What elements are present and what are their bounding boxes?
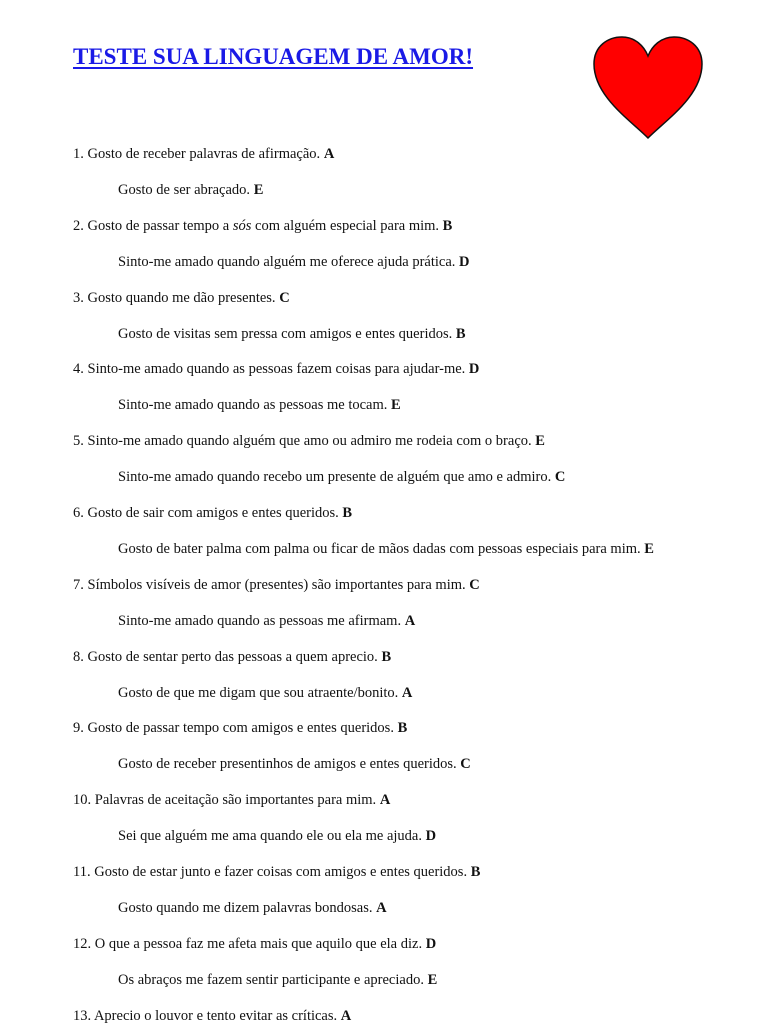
- answer-letter: D: [468, 361, 480, 378]
- answer-letter: A: [404, 612, 416, 629]
- option-line: [118, 468, 565, 486]
- answer-letter: E: [391, 397, 401, 414]
- option-line: [118, 396, 401, 414]
- answer-letter: C: [460, 756, 471, 773]
- statement-text: Gosto de sair com amigos e entes queridos.: [87, 505, 339, 521]
- answer-letter: C: [554, 469, 566, 486]
- question-number: 9.: [73, 720, 84, 737]
- statement-text: Gosto de visitas sem pressa com amigos e entes queridos.: [118, 325, 453, 342]
- question-line: [73, 863, 480, 881]
- question-number: 7.: [73, 576, 84, 593]
- question-line: [73, 432, 545, 450]
- option-line: [118, 253, 470, 271]
- answer-letter: A: [401, 684, 413, 701]
- answer-letter: D: [425, 935, 437, 952]
- statement-text: Gosto quando me dão presentes.: [87, 289, 276, 306]
- statement-text: Sinto-me amado quando as pessoas fazem coisas para ajudar-me.: [87, 361, 466, 378]
- statement-text: Palavras de aceitação são importantes para mim.: [94, 792, 377, 809]
- answer-letter: A: [379, 792, 391, 809]
- question-number: 5.: [73, 433, 84, 450]
- answer-letter: E: [253, 181, 264, 198]
- option-line: [118, 540, 654, 558]
- question-number: 10.: [73, 792, 92, 809]
- answer-letter: B: [442, 217, 453, 234]
- statement-text: Sinto-me amado quando as pessoas me tocam.: [118, 397, 388, 414]
- question-number: 3.: [73, 289, 84, 306]
- option-line: [118, 325, 466, 343]
- statement-text: O que a pessoa faz me afeta mais que aquilo que ela diz.: [94, 935, 423, 952]
- statement-text: Gosto de passar tempo a: [87, 217, 233, 234]
- question-line: [73, 360, 479, 378]
- statement-text: Gosto de estar junto e fazer coisas com amigos e entes queridos.: [94, 864, 468, 880]
- question-line: [73, 576, 480, 594]
- question-line: [73, 935, 436, 953]
- statement-text: Gosto quando me dizem palavras bondosas.: [118, 899, 373, 916]
- answer-letter: C: [279, 289, 290, 306]
- question-line: [73, 217, 452, 235]
- option-line: [118, 971, 437, 989]
- question-number: 12.: [73, 935, 92, 952]
- answer-letter: A: [340, 1007, 352, 1024]
- statement-text: Gosto de receber presentinhos de amigos e entes queridos.: [118, 756, 457, 773]
- question-number: 6.: [73, 505, 84, 521]
- question-number: 11.: [73, 864, 91, 880]
- statement-text: Sei que alguém me ama quando ele ou ela me ajuda.: [118, 828, 422, 845]
- answer-letter: C: [469, 576, 480, 593]
- question-line: [73, 145, 334, 163]
- statement-text: Sinto-me amado quando recebo um presente de alguém que amo e admiro.: [118, 469, 552, 486]
- answer-letter: E: [427, 971, 438, 988]
- answer-letter: D: [425, 828, 437, 845]
- statement-text: Gosto de que me digam que sou atraente/bonito.: [118, 684, 399, 701]
- question-number: 4.: [73, 361, 84, 378]
- option-line: [118, 755, 471, 773]
- answer-letter: B: [397, 720, 408, 737]
- answer-letter: E: [644, 540, 654, 557]
- option-line: [118, 899, 387, 917]
- question-line: [73, 791, 390, 809]
- statement-text: com alguém especial para mim.: [251, 217, 440, 234]
- statement-text: Gosto de passar tempo com amigos e entes queridos.: [87, 720, 394, 737]
- statement-text: Símbolos visíveis de amor (presentes) são importantes para mim.: [87, 576, 466, 593]
- page-title: TESTE SUA LINGUAGEM DE AMOR!: [73, 44, 474, 69]
- statement-emphasis: sós: [232, 217, 252, 234]
- question-number: 1.: [73, 146, 84, 162]
- question-line: [73, 504, 352, 522]
- option-line: [118, 612, 415, 630]
- answer-letter: E: [535, 433, 545, 450]
- statement-text: Gosto de bater palma com palma ou ficar de mãos dadas com pessoas especiais para mim.: [118, 540, 641, 557]
- option-line: [118, 827, 436, 845]
- statement-text: Sinto-me amado quando as pessoas me afirmam.: [118, 612, 402, 629]
- statement-text: Gosto de receber palavras de afirmação.: [87, 146, 321, 162]
- question-number: 2.: [73, 217, 84, 234]
- statement-text: Gosto de sentar perto das pessoas a quem aprecio.: [87, 648, 378, 665]
- question-line: [73, 1007, 351, 1025]
- question-line: [73, 719, 407, 737]
- statement-text: Sinto-me amado quando alguém que amo ou admiro me rodeia com o braço.: [87, 433, 532, 450]
- answer-letter: A: [323, 146, 335, 162]
- answer-letter: B: [455, 325, 466, 342]
- question-number: 8.: [73, 648, 84, 665]
- answer-letter: B: [342, 505, 353, 521]
- answer-letter: B: [470, 864, 481, 880]
- answer-letter: A: [376, 899, 387, 916]
- answer-letter: D: [459, 253, 470, 270]
- option-line: [118, 684, 412, 702]
- question-line: [73, 648, 391, 666]
- statement-text: Sinto-me amado quando alguém me oferece ajuda prática.: [118, 253, 456, 270]
- option-line: [118, 181, 263, 199]
- statement-text: Gosto de ser abraçado.: [118, 181, 251, 198]
- question-number: 13.: [73, 1007, 92, 1024]
- question-line: [73, 289, 290, 307]
- statement-text: Os abraços me fazem sentir participante e apreciado.: [118, 971, 424, 988]
- statement-text: Aprecio o louvor e tento evitar as críticas.: [93, 1007, 338, 1024]
- answer-letter: B: [381, 648, 392, 665]
